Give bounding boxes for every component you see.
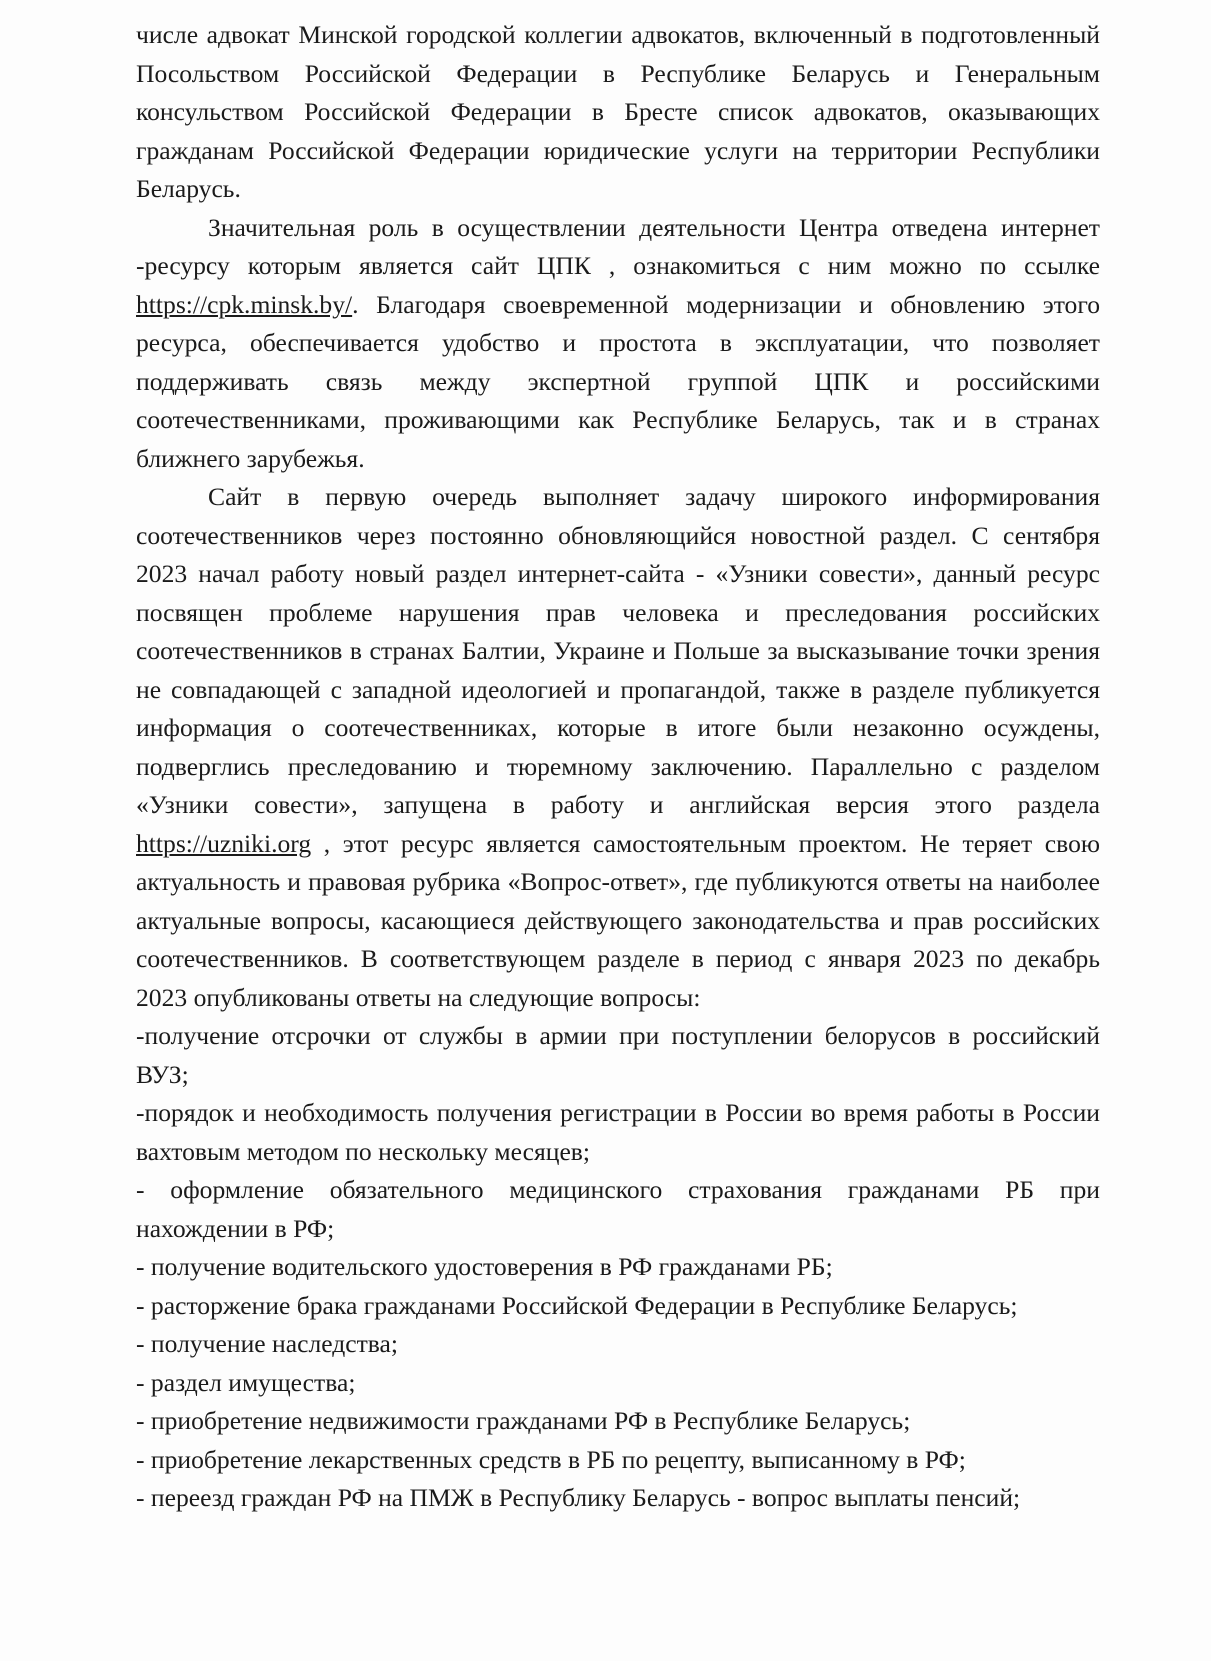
paragraph-website-part-1: Значительная роль в осуществлении деятельности Центра отведена интернет -ресурсу которым является сайт ЦПК , ознакомиться с ним можно по ссылке <box>136 212 1100 280</box>
list-item: - оформление обязательного медицинского страхования гражданами РБ при нахождении в РФ; <box>136 1175 1100 1243</box>
list-item: -порядок и необходимость получения регистрации в России во время работы в России вахтовым методом по нескольку месяцев; <box>136 1098 1100 1166</box>
list-item: - приобретение лекарственных средств в РБ по рецепту, выписанному в РФ; <box>136 1444 966 1474</box>
list-item: - переезд граждан РФ на ПМЖ в Республику Беларусь - вопрос выплаты пенсий; <box>136 1483 1021 1512</box>
uzniki-site-link[interactable]: https://uzniki.org <box>136 828 312 858</box>
paragraph-news-part-1: Сайт в первую очередь выполняет задачу широкого информирования соотечественников через постоянно обновляющийся новостной раздел. С сентября 2023 начал работу новый раздел интернет-сайта - «Узники совести», данный ресурс посвящен проблеме нарушения прав человека и преследования российских соотечественников в странах Балтии, Украине и Польше за высказывание точки зрения не совпадающей с западной идеологией и пропагандой, также в разделе публикуется информация о соотечественниках, которые в итоге были незаконно осуждены, подверглись преследованию и тюремному заключению. Параллельно с разделом «Узники совести», запущена в работу и английская версия этого раздела <box>136 482 1100 819</box>
paragraph-website-part-2: . Благодаря своевременной модернизации и обновлению этого ресурса, обеспечивается удобство и простота в эксплуатации, что позволяет поддерживать связь между экспертной группой ЦПК и российскими соотечественниками, проживающими как Республике Беларусь, так и в странах ближнего зарубежья. <box>136 289 1100 473</box>
paragraph-news-part-2: , этот ресурс является самостоятельным проектом. Не теряет свою актуальность и правовая рубрика «Вопрос-ответ», где публикуются ответы на наиболее актуальные вопросы, касающиеся действующего законодательства и прав российских соотечественников. В соответствующем разделе в период с января 2023 по декабрь 2023 опубликованы ответы на следующие вопросы: <box>136 828 1100 1012</box>
paragraph-advocate: числе адвокат Минской городской коллегии адвокатов, включенный в подготовленный Посольством Российской Федерации в Республике Беларусь и Генеральным консульством Российской Федерации в Бресте список адвокатов, оказывающих гражданам Российской Федерации юридические услуги на территории Республики Беларусь. <box>136 20 1100 203</box>
cpk-site-link[interactable]: https://cpk.minsk.by/ <box>136 289 353 319</box>
list-item: - раздел имущества; <box>136 1367 356 1397</box>
list-item: - получение водительского удостоверения в РФ гражданами РБ; <box>136 1252 833 1281</box>
document-body <box>136 16 1100 1518</box>
list-item: - расторжение брака гражданами Российской Федерации в Республике Беларусь; <box>136 1290 1018 1320</box>
list-item: - приобретение недвижимости гражданами РФ в Республике Беларусь; <box>136 1406 911 1435</box>
list-item: - получение наследства; <box>136 1329 399 1358</box>
list-item: -получение отсрочки от службы в армии при поступлении белорусов в российский ВУЗ; <box>136 1021 1100 1089</box>
paragraph-news-section <box>136 478 1100 1017</box>
paragraph-website <box>136 209 1100 479</box>
